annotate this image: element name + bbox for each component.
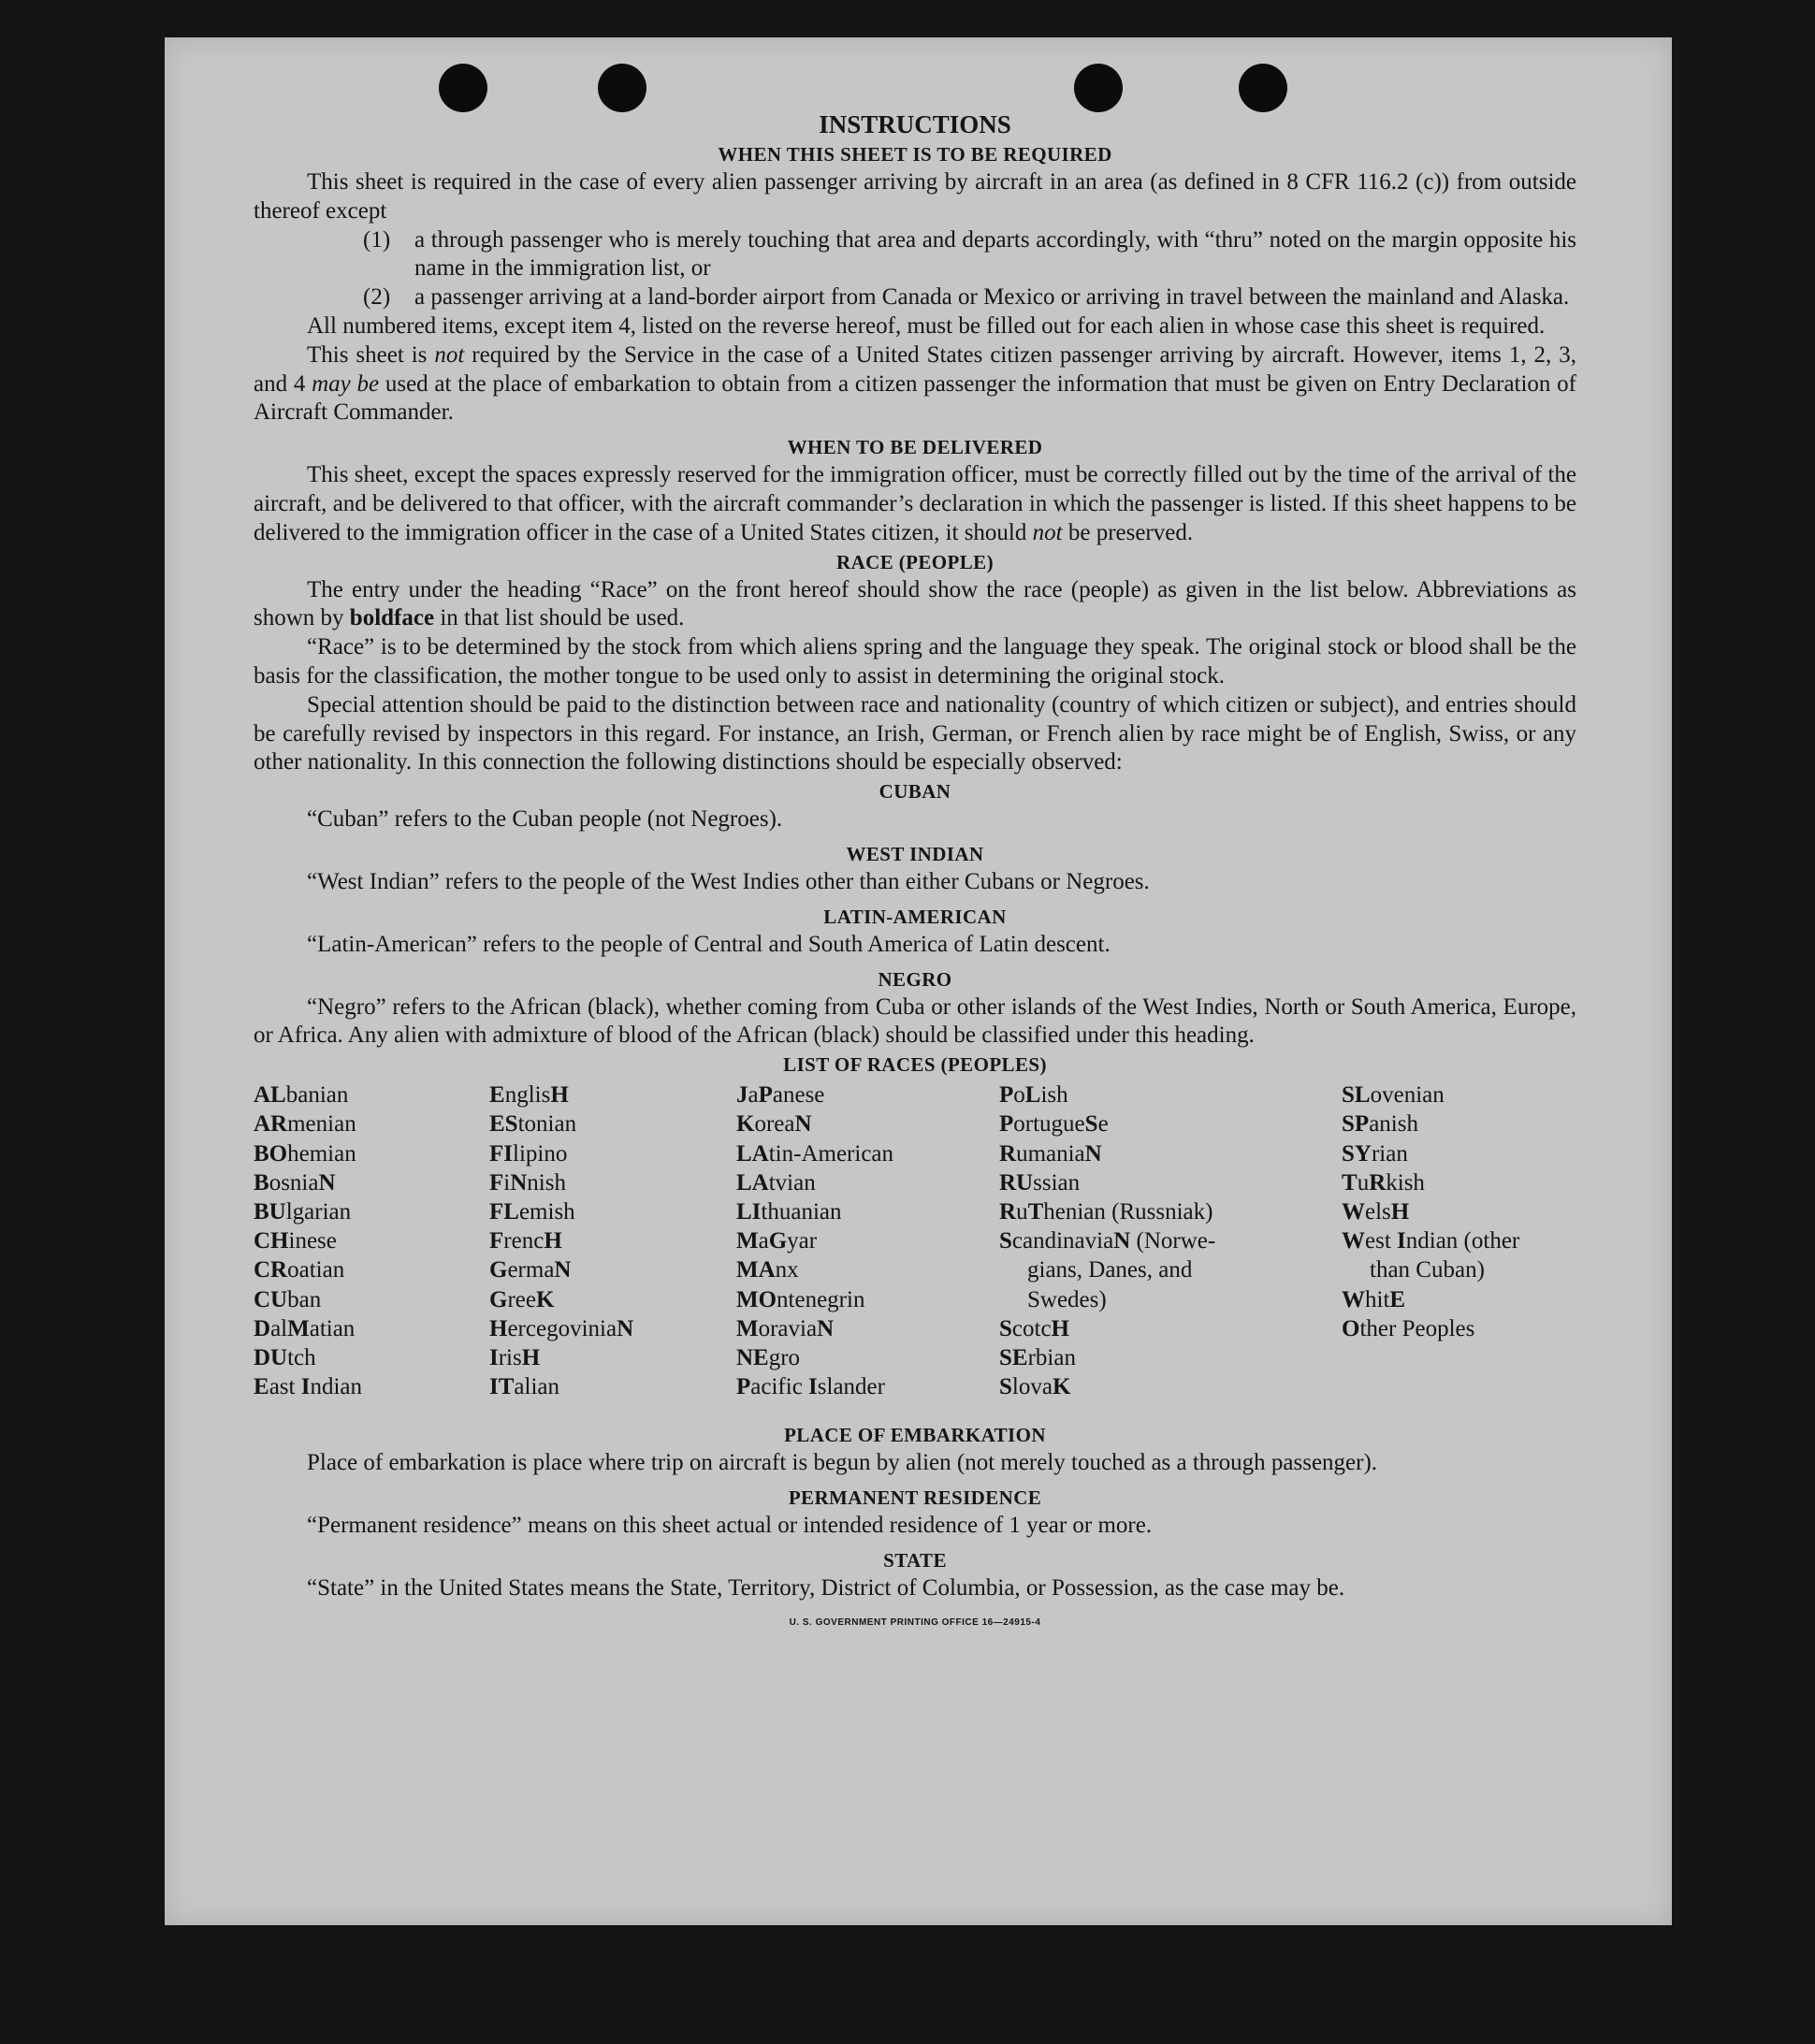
race-entry xyxy=(736,1109,893,1138)
when-required-paragraph-3 xyxy=(254,341,1576,428)
exception-item-1 xyxy=(363,226,1576,284)
race-name-text: lipino xyxy=(513,1140,568,1167)
race-abbrev-letters: FI xyxy=(489,1140,513,1167)
text-run: required by the Service in the case of a United States citizen passenger arriving by aircraft. However, items 1, 2, 3, and 4 xyxy=(254,341,1576,397)
race-abbrev-letters: N xyxy=(617,1315,634,1341)
embarkation-paragraph: Place of embarkation is place where trip on aircraft is begun by alien (not merely touched as a through passenger). xyxy=(307,1450,1378,1476)
race-entry xyxy=(1342,1080,1577,1109)
race-abbrev-letters: N xyxy=(794,1111,812,1138)
race-name-text: alian xyxy=(514,1374,559,1400)
race-abbrev-letters: G xyxy=(489,1286,508,1312)
race-name-text: anese xyxy=(772,1082,825,1109)
race-abbrev-letters: I xyxy=(808,1374,818,1400)
when-required-paragraph-1: This sheet is required in the case of every alien passenger arriving by aircraft in an area (as defined in 8 CFR 116.2 (c)) from outside thereof except xyxy=(254,169,1576,224)
text-run: The entry under the heading “Race” on the front hereof should show the race (people) as given in the list below. Abbreviations as shown by xyxy=(254,576,1576,631)
race-name-text: i xyxy=(503,1169,511,1196)
race-name-text: slander xyxy=(817,1374,885,1400)
race-name-text: ercegovinia xyxy=(507,1315,617,1341)
race-entry xyxy=(736,1343,893,1372)
race-abbrev-letters: BO xyxy=(254,1140,288,1167)
race-entry xyxy=(254,1255,362,1284)
race-name-text: umania xyxy=(1016,1140,1085,1167)
heading-permanent-residence: PERMANENT RESIDENCE xyxy=(788,1486,1042,1509)
race-entry xyxy=(999,1080,1266,1109)
race-column-1 xyxy=(254,1080,362,1401)
race-abbrev-letters: P xyxy=(999,1082,1014,1109)
race-entry xyxy=(1342,1197,1577,1226)
text-run: used at the place of embarkation to obtain from a citizen passenger the information that must be given on Entry Declaration of Aircraft Commander. xyxy=(254,370,1577,426)
race-entry xyxy=(736,1168,893,1197)
race-abbrev-letters: SY xyxy=(1342,1140,1372,1167)
race-entry xyxy=(999,1226,1266,1255)
race-name-text: Swedes) xyxy=(1027,1286,1107,1312)
race-abbrev-letters: W xyxy=(1342,1286,1365,1312)
race-abbrev-letters: LA xyxy=(736,1140,769,1167)
permanent-residence-paragraph: “Permanent residence” means on this sheet actual or intended residence of 1 year or more. xyxy=(307,1512,1153,1538)
race-name-text: thuanian xyxy=(761,1198,842,1225)
race-abbrev-letters: FL xyxy=(489,1198,519,1225)
race-abbrev-letters: T xyxy=(1342,1169,1358,1196)
when-required-paragraph-2: All numbered items, except item 4, listed on the reverse hereof, must be filled out for each alien in whose case this sheet is required. xyxy=(307,312,1546,339)
race-paragraph-1 xyxy=(254,576,1576,634)
state-paragraph: “State” in the United States means the State, Territory, District of Columbia, or Possession, as the case may be. xyxy=(307,1574,1345,1601)
race-name-text: els xyxy=(1365,1198,1391,1225)
race-abbrev-letters: R xyxy=(999,1140,1017,1167)
race-entry xyxy=(736,1255,893,1284)
race-entry xyxy=(999,1197,1266,1226)
heading-when-required: WHEN THIS SHEET IS TO BE REQUIRED xyxy=(718,143,1112,166)
heading-cuban: CUBAN xyxy=(878,780,951,804)
race-abbrev-letters: O xyxy=(1342,1315,1360,1341)
heading-west-indian: WEST INDIAN xyxy=(846,842,984,865)
race-abbrev-letters: IT xyxy=(489,1374,515,1400)
heading-embarkation: PLACE OF EMBARKATION xyxy=(784,1424,1046,1447)
race-abbrev-letters: SL xyxy=(1342,1082,1371,1109)
race-abbrev-letters: G xyxy=(489,1257,508,1283)
race-abbrev-letters: N xyxy=(817,1315,835,1341)
race-abbrev-letters: P xyxy=(758,1082,773,1109)
race-entry xyxy=(736,1314,893,1343)
race-entry xyxy=(1342,1168,1577,1197)
race-abbrev-letters: S xyxy=(999,1374,1012,1400)
race-name-text: henian (Russniak) xyxy=(1043,1198,1213,1225)
race-entry xyxy=(999,1314,1266,1343)
race-abbrev-letters: G xyxy=(768,1228,788,1254)
race-entry xyxy=(999,1168,1266,1197)
exception-item-text: a through passenger who is merely touching that area and departs accordingly, with “thru” noted on the margin opposite his name in the immigration list, or xyxy=(414,226,1576,282)
race-name-text: cotc xyxy=(1011,1315,1052,1341)
race-name-text: hemian xyxy=(287,1140,356,1167)
race-column-3 xyxy=(736,1080,893,1401)
race-abbrev-letters: N xyxy=(1113,1228,1131,1254)
list-of-races xyxy=(254,1080,1576,1421)
race-name-text: a xyxy=(748,1082,759,1109)
race-entry xyxy=(1342,1314,1577,1343)
race-name-text: tonian xyxy=(517,1111,577,1138)
race-abbrev-letters: SP xyxy=(1342,1111,1370,1138)
race-entry xyxy=(489,1372,633,1401)
race-abbrev-letters: N xyxy=(318,1169,336,1196)
race-abbrev-letters: K xyxy=(1052,1374,1071,1400)
punch-hole-1 xyxy=(439,64,487,112)
punch-hole-4 xyxy=(1239,64,1287,112)
when-delivered-paragraph xyxy=(254,461,1576,547)
italic-run: not xyxy=(434,341,465,368)
heading-list-of-races: LIST OF RACES (PEOPLES) xyxy=(783,1053,1047,1077)
race-name-text: a xyxy=(758,1228,769,1254)
heading-when-delivered: WHEN TO BE DELIVERED xyxy=(787,436,1043,459)
race-abbrev-letters: K xyxy=(736,1111,755,1138)
race-abbrev-letters: NE xyxy=(736,1344,769,1370)
race-entry xyxy=(489,1197,633,1226)
race-name-text: ovenian xyxy=(1370,1082,1445,1109)
race-entry xyxy=(736,1139,893,1168)
race-abbrev-letters: S xyxy=(999,1228,1012,1254)
race-abbrev-letters: I xyxy=(1397,1228,1406,1254)
race-abbrev-letters: M xyxy=(287,1315,310,1341)
race-name-text: rian xyxy=(1371,1140,1408,1167)
race-abbrev-letters: RU xyxy=(999,1169,1034,1196)
race-entry xyxy=(489,1168,633,1197)
race-entry xyxy=(489,1255,633,1284)
race-abbrev-letters: CH xyxy=(254,1228,289,1254)
race-name-text: tch xyxy=(287,1344,316,1370)
race-entry xyxy=(1342,1285,1577,1314)
race-name-text: acific xyxy=(750,1374,809,1400)
race-name-text: emish xyxy=(518,1198,575,1225)
race-name-text: u xyxy=(1016,1198,1028,1225)
exception-item-number: (1) xyxy=(363,226,391,253)
race-abbrev-letters: N xyxy=(554,1257,572,1283)
race-entry xyxy=(254,1139,362,1168)
race-entry xyxy=(489,1343,633,1372)
race-abbrev-letters: LI xyxy=(736,1198,762,1225)
italic-run: may be xyxy=(312,370,380,397)
race-name-text: oravia xyxy=(758,1315,818,1341)
heading-state: STATE xyxy=(883,1548,947,1572)
race-abbrev-letters: B xyxy=(254,1169,269,1196)
race-name-text: ris xyxy=(498,1344,522,1370)
race-entry xyxy=(1342,1255,1577,1284)
negro-paragraph: “Negro” refers to the African (black), whether coming from Cuba or other islands of the West Indies, North or South America, Europe, or Africa. Any alien with admixture of blood of the African (black) should be classified under this heading. xyxy=(254,993,1576,1049)
punch-hole-3 xyxy=(1074,64,1123,112)
document-sheet xyxy=(165,37,1672,1925)
race-entry xyxy=(999,1255,1266,1284)
race-abbrev-letters: P xyxy=(736,1374,751,1400)
race-name-text: atian xyxy=(309,1315,356,1341)
race-entry xyxy=(999,1109,1266,1138)
race-abbrev-letters: W xyxy=(1342,1198,1365,1225)
cuban-paragraph: “Cuban” refers to the Cuban people (not Negroes). xyxy=(307,806,783,833)
race-entry xyxy=(254,1285,362,1314)
text-run: be preserved. xyxy=(1062,519,1194,545)
race-name-text: oatian xyxy=(287,1257,345,1283)
race-entry xyxy=(489,1080,633,1109)
race-name-text: inese xyxy=(288,1228,337,1254)
race-abbrev-letters: E xyxy=(489,1082,505,1109)
race-name-text: ndian (other xyxy=(1405,1228,1520,1254)
race-entry xyxy=(254,1109,362,1138)
race-name-text: renc xyxy=(503,1228,544,1254)
italic-run: not xyxy=(1032,519,1063,545)
race-entry xyxy=(254,1197,362,1226)
race-entry xyxy=(999,1285,1266,1314)
race-name-text: gro xyxy=(768,1344,801,1370)
race-abbrev-letters: T xyxy=(1027,1198,1044,1225)
race-entry xyxy=(254,1343,362,1372)
heading-race: RACE (PEOPLE) xyxy=(836,550,994,573)
race-entry xyxy=(489,1285,633,1314)
race-name-text: erma xyxy=(507,1257,555,1283)
race-abbrev-letters: D xyxy=(254,1315,271,1341)
race-name-text: osnia xyxy=(269,1169,319,1196)
race-entry xyxy=(736,1372,893,1401)
exception-item-text: a passenger arriving at a land-border airport from Canada or Mexico or arriving in travel between the mainland and Alaska. xyxy=(414,284,1570,311)
race-abbrev-letters: M xyxy=(736,1315,759,1341)
race-name-text: gians, Danes, and xyxy=(1027,1257,1193,1283)
race-name-text: lova xyxy=(1011,1374,1053,1400)
race-entry xyxy=(489,1109,633,1138)
race-abbrev-letters: DU xyxy=(254,1344,288,1370)
race-abbrev-letters: S xyxy=(1084,1111,1098,1138)
race-entry xyxy=(1342,1139,1577,1168)
punch-hole-2 xyxy=(598,64,646,112)
race-entry xyxy=(999,1372,1266,1401)
race-column-4 xyxy=(999,1080,1266,1401)
document-content xyxy=(254,109,1576,1637)
race-name-text: yar xyxy=(787,1228,818,1254)
race-name-text: tin-American xyxy=(768,1140,894,1167)
race-entry xyxy=(736,1285,893,1314)
race-entry xyxy=(736,1080,893,1109)
race-abbrev-letters: N xyxy=(1084,1140,1102,1167)
race-name-text: nx xyxy=(775,1257,799,1283)
race-name-text: ndian xyxy=(310,1374,362,1400)
race-name-text: ast xyxy=(269,1374,301,1400)
race-abbrev-letters: J xyxy=(736,1082,748,1109)
race-name-text: than Cuban) xyxy=(1370,1257,1485,1283)
race-name-text: ortugue xyxy=(1013,1111,1085,1138)
race-column-2 xyxy=(489,1080,633,1401)
race-abbrev-letters: I xyxy=(300,1374,311,1400)
race-abbrev-letters: R xyxy=(999,1198,1017,1225)
race-entry xyxy=(1342,1109,1577,1138)
race-abbrev-letters: MA xyxy=(736,1257,776,1283)
race-abbrev-letters: BU xyxy=(254,1198,286,1225)
race-abbrev-letters: N xyxy=(510,1169,528,1196)
race-abbrev-letters: H xyxy=(550,1082,569,1109)
race-name-text: ish xyxy=(1040,1082,1068,1109)
race-name-text: ban xyxy=(287,1286,322,1312)
race-entry xyxy=(254,1168,362,1197)
race-name-text: (Norwe- xyxy=(1130,1228,1216,1254)
race-abbrev-letters: R xyxy=(1369,1169,1387,1196)
race-abbrev-letters: H xyxy=(1051,1315,1069,1341)
race-abbrev-letters: AR xyxy=(254,1111,288,1138)
race-name-text: rbian xyxy=(1027,1344,1076,1370)
race-abbrev-letters: E xyxy=(254,1374,269,1400)
race-entry xyxy=(999,1343,1266,1372)
race-abbrev-letters: H xyxy=(521,1344,541,1370)
race-entry xyxy=(254,1372,362,1401)
race-abbrev-letters: H xyxy=(489,1315,508,1341)
race-entry xyxy=(736,1197,893,1226)
race-name-text: banian xyxy=(285,1082,349,1109)
race-abbrev-letters: CU xyxy=(254,1286,288,1312)
text-run: This sheet, except the spaces expressly reserved for the immigration officer, must be correctly filled out by the time of the arrival of the aircraft, and be delivered to that officer, with the aircraft commander’s declaration in which the passenger is listed. If this sheet happens to be delivered to the immigration officer in the case of a United States citizen, it should xyxy=(254,462,1576,545)
race-abbrev-letters: S xyxy=(999,1315,1012,1341)
race-name-text: est xyxy=(1365,1228,1398,1254)
race-abbrev-letters: CR xyxy=(254,1257,288,1283)
race-name-text: menian xyxy=(287,1111,356,1138)
race-abbrev-letters: F xyxy=(489,1228,504,1254)
race-name-text: ther Peoples xyxy=(1359,1315,1475,1341)
race-entry xyxy=(1342,1226,1577,1255)
race-name-text: candinavia xyxy=(1011,1228,1114,1254)
race-entry xyxy=(254,1314,362,1343)
race-name-text: tvian xyxy=(768,1169,816,1196)
exception-item-number: (2) xyxy=(363,284,391,311)
race-abbrev-letters: H xyxy=(544,1228,562,1254)
west-indian-paragraph: “West Indian” refers to the people of the West Indies other than either Cubans or Negroes. xyxy=(307,868,1150,894)
heading-latin-american: LATIN-AMERICAN xyxy=(823,905,1007,928)
race-name-text: kish xyxy=(1386,1169,1425,1196)
race-entry xyxy=(254,1080,362,1109)
latin-american-paragraph: “Latin-American” refers to the people of Central and South America of Latin descent. xyxy=(307,931,1111,957)
race-name-text: o xyxy=(1013,1082,1025,1109)
race-name-text: ntenegrin xyxy=(777,1286,865,1312)
exception-item-2 xyxy=(363,283,1576,312)
race-abbrev-letters: H xyxy=(1390,1198,1410,1225)
race-name-text: anish xyxy=(1369,1111,1418,1138)
document-title: INSTRUCTIONS xyxy=(819,110,1011,138)
race-name-text: u xyxy=(1357,1169,1370,1196)
race-entry xyxy=(999,1139,1266,1168)
race-abbrev-letters: AL xyxy=(254,1082,286,1109)
heading-negro: NEGRO xyxy=(878,967,952,991)
race-name-text: orea xyxy=(754,1111,795,1138)
race-entry xyxy=(489,1139,633,1168)
race-entry xyxy=(489,1226,633,1255)
race-abbrev-letters: W xyxy=(1342,1228,1365,1254)
race-abbrev-letters: M xyxy=(736,1228,759,1254)
race-abbrev-letters: LA xyxy=(736,1169,769,1196)
race-abbrev-letters: F xyxy=(489,1169,504,1196)
race-abbrev-letters: P xyxy=(999,1111,1014,1138)
race-name-text: ree xyxy=(507,1286,536,1312)
race-abbrev-letters: K xyxy=(535,1286,555,1312)
race-paragraph-2: “Race” is to be determined by the stock from which aliens spring and the language they speak. The original stock or blood shall be the basis for the classification, the mother tongue to be used only to assist in determining the original stock. xyxy=(254,634,1576,689)
race-abbrev-letters: SE xyxy=(999,1344,1028,1370)
race-name-text: nish xyxy=(527,1169,566,1196)
bold-run: boldface xyxy=(349,605,435,631)
race-name-text: e xyxy=(1097,1111,1109,1138)
text-run: in that list should be used. xyxy=(434,605,685,631)
race-name-text: hit xyxy=(1365,1286,1390,1312)
race-abbrev-letters: ES xyxy=(489,1111,518,1138)
printing-office-footer: U. S. GOVERNMENT PRINTING OFFICE 16—24915-4 xyxy=(789,1616,1041,1628)
race-entry xyxy=(254,1226,362,1255)
race-abbrev-letters: E xyxy=(1389,1286,1406,1312)
text-run: This sheet is xyxy=(307,341,435,368)
race-name-text: ssian xyxy=(1033,1169,1081,1196)
race-abbrev-letters: I xyxy=(489,1344,499,1370)
race-entry xyxy=(736,1226,893,1255)
race-column-5 xyxy=(1342,1080,1577,1343)
race-name-text: lgarian xyxy=(285,1198,352,1225)
race-paragraph-3: Special attention should be paid to the distinction between race and nationality (country of which citizen or subject), and entries should be carefully revised by inspectors in this regard. For instance, an Irish, German, or French alien by race might be of English, Swiss, or any other nationality. In this connection the following distinctions should be especially observed: xyxy=(254,691,1576,776)
race-name-text: nglis xyxy=(504,1082,551,1109)
race-name-text: al xyxy=(270,1315,288,1341)
race-entry xyxy=(489,1314,633,1343)
race-abbrev-letters: MO xyxy=(736,1286,777,1312)
race-abbrev-letters: L xyxy=(1024,1082,1041,1109)
